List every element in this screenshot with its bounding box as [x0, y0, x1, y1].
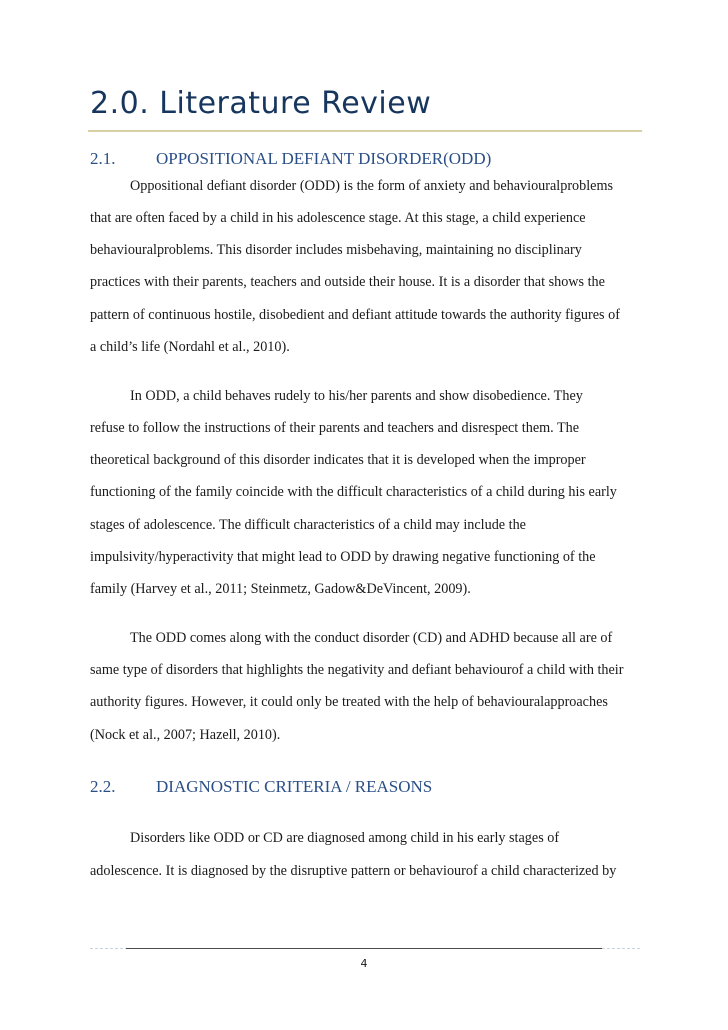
- paragraph-line: refuse to follow the instructions of their parents and teachers and disrespect them. The: [90, 420, 580, 436]
- title-underline: [88, 130, 642, 132]
- paragraph-line: theoretical background of this disorder indicates that it is developed when the improper: [90, 452, 586, 468]
- paragraph-line: In ODD, a child behaves rudely to his/her parents and show disobedience. They: [130, 388, 583, 404]
- paragraph-line: stages of adolescence. The difficult characteristics of a child may include the: [90, 517, 526, 533]
- section-title: OPPOSITIONAL DEFIANT DISORDER(ODD): [156, 149, 492, 168]
- paragraph-line: Disorders like ODD or CD are diagnosed among child in his early stages of: [130, 830, 560, 846]
- chapter-title: 2.0. Literature Review: [90, 86, 432, 121]
- paragraph-line: a child’s life (Nordahl et al., 2010).: [90, 339, 290, 355]
- paragraph-line: pattern of continuous hostile, disobedient and defiant attitude towards the authority figures of: [90, 307, 620, 323]
- paragraph-line: behaviouralproblems. This disorder includes misbehaving, maintaining no disciplinary: [90, 242, 582, 258]
- footer-rule: [126, 948, 602, 949]
- section-title: DIAGNOSTIC CRITERIA / REASONS: [156, 777, 433, 796]
- paragraph-line: authority figures. However, it could only be treated with the help of behaviouralapproaches: [90, 694, 608, 710]
- section-number: 2.1.: [90, 149, 116, 168]
- paragraph-line: practices with their parents, teachers and outside their house. It is a disorder that shows the: [90, 274, 605, 290]
- paragraph-line: Oppositional defiant disorder (ODD) is the form of anxiety and behaviouralproblems: [130, 178, 614, 194]
- page-number: 4: [360, 957, 368, 970]
- section-number: 2.2.: [90, 777, 116, 796]
- paragraph-line: impulsivity/hyperactivity that might lead to ODD by drawing negative functioning of the: [90, 549, 596, 565]
- paragraph-line: (Nock et al., 2007; Hazell, 2010).: [90, 727, 281, 743]
- paragraph-line: The ODD comes along with the conduct disorder (CD) and ADHD because all are of: [130, 630, 613, 646]
- paragraph-line: functioning of the family coincide with the difficult characteristics of a child during his early: [90, 484, 617, 500]
- paragraph-line: family (Harvey et al., 2011; Steinmetz, Gadow&DeVincent, 2009).: [90, 581, 471, 597]
- paragraph-line: that are often faced by a child in his adolescence stage. At this stage, a child experience: [90, 210, 586, 226]
- paragraph-line: adolescence. It is diagnosed by the disruptive pattern or behaviourof a child characterized by: [90, 863, 617, 879]
- paragraph-line: same type of disorders that highlights the negativity and defiant behaviourof a child with their: [90, 662, 624, 678]
